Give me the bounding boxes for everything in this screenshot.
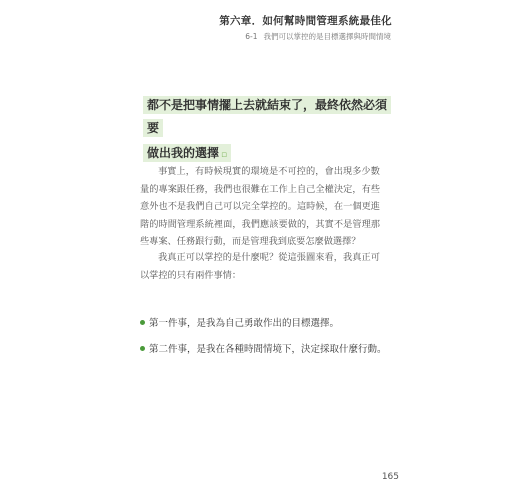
page-number: 165 xyxy=(381,472,399,482)
body-paragraph: 事實上，有時候現實的環境是不可控的，會出現多少數量的專案跟任務，我們也很難在工作上自己全權決定，有些意外也不是我們自己可以完全掌控的。這時候，在一個更進階的時間管理系統裡面，我們應該要做的，其實不是管理那些專案、任務跟行動，而是管理我到底要怎麼做選擇？ xyxy=(140,166,380,247)
callout-line-1: 都不是把事情擺上去就結束了，最終依然必須要 xyxy=(143,94,393,140)
bullet-dot-icon xyxy=(140,346,145,351)
section-title: 我們可以掌控的是目標選擇與時間情境 xyxy=(263,32,391,41)
callout-line-2: 做出我的選擇 ▫ xyxy=(143,142,393,167)
running-header-subtitle xyxy=(245,31,391,42)
callout-end-mark-icon: ▫ xyxy=(221,150,228,160)
bullet-item xyxy=(140,341,387,355)
bullet-text: 第一件事，是我為自己勇敢作出的目標選擇。 xyxy=(149,318,340,329)
body-paragraph: 我真正可以掌控的是什麼呢？從這張圖來看，我真正可以掌控的只有兩件事情： xyxy=(140,252,380,281)
section-number: 6-1 xyxy=(245,32,258,41)
bullet-text: 第二件事，是我在各種時間情境下，決定採取什麼行動。 xyxy=(149,344,387,355)
bullet-item xyxy=(140,315,339,329)
bullet-dot-icon xyxy=(140,320,145,325)
highlighted-callout xyxy=(143,94,393,169)
running-header-title: 第六章．如何幫時間管理系統最佳化 xyxy=(219,15,392,27)
